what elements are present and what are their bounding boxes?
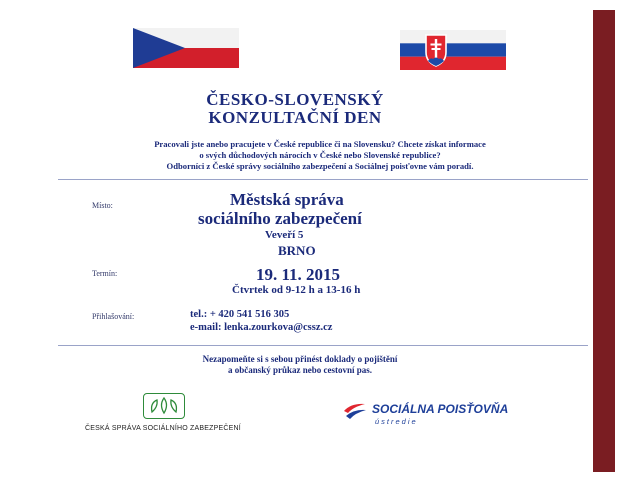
slovak-flag xyxy=(400,30,506,70)
divider-top xyxy=(58,179,588,180)
place-city: BRNO xyxy=(278,243,316,258)
socialna-poistovna-title: SOCIÁLNA POISŤOVŇA xyxy=(372,402,509,416)
czech-flag-icon xyxy=(133,28,239,68)
place-name-line-1: Městská správa xyxy=(230,190,344,209)
term-label: Termín: xyxy=(92,269,118,278)
registration-phone: tel.: + 420 541 516 305 xyxy=(190,309,290,320)
place-name-line-2: sociálního zabezpečení xyxy=(198,209,362,228)
cssz-logo xyxy=(143,393,185,419)
divider-bottom xyxy=(58,345,588,346)
socialna-poistovna-swoosh-icon xyxy=(343,401,367,423)
socialna-poistovna-subtitle: ústredie xyxy=(375,417,418,426)
intro-line-2: o svých důchodových nárocích v České nebo Slovenské republice? xyxy=(199,150,441,160)
intro-line-1: Pracovali jste anebo pracujete v České republice či na Slovensku? Chcete získat informace xyxy=(154,139,486,149)
reminder-line-2: a občanský průkaz nebo cestovní pas. xyxy=(227,365,373,375)
slovak-flag-icon xyxy=(400,30,506,70)
place-street: Veveří 5 xyxy=(265,229,304,241)
page-title-line-1: ČESKO-SLOVENSKÝ xyxy=(206,90,384,109)
page-title-line-2: KONZULTAČNÍ DEN xyxy=(208,108,382,127)
cssz-leaves-icon xyxy=(144,394,184,418)
czech-flag xyxy=(133,28,239,68)
reminder-line-1: Nezapomeňte si s sebou přinést doklady o pojištění xyxy=(202,354,398,364)
term-date: 19. 11. 2015 xyxy=(256,265,341,284)
registration-label: Přihlašování: xyxy=(92,312,135,321)
term-time: Čtvrtek od 9-12 h a 13-16 h xyxy=(232,284,361,296)
registration-email: e-mail: lenka.zourkova@cssz.cz xyxy=(190,322,333,333)
intro-line-3: Odborníci z České správy sociálního zabezpečení a Sociálnej poisťovne vám poradí. xyxy=(166,161,474,171)
place-label: Místo: xyxy=(92,201,113,210)
cssz-logo-text: ČESKÁ SPRÁVA SOCIÁLNÍHO ZABEZPEČENÍ xyxy=(85,425,241,432)
decorative-side-bar xyxy=(593,10,615,472)
